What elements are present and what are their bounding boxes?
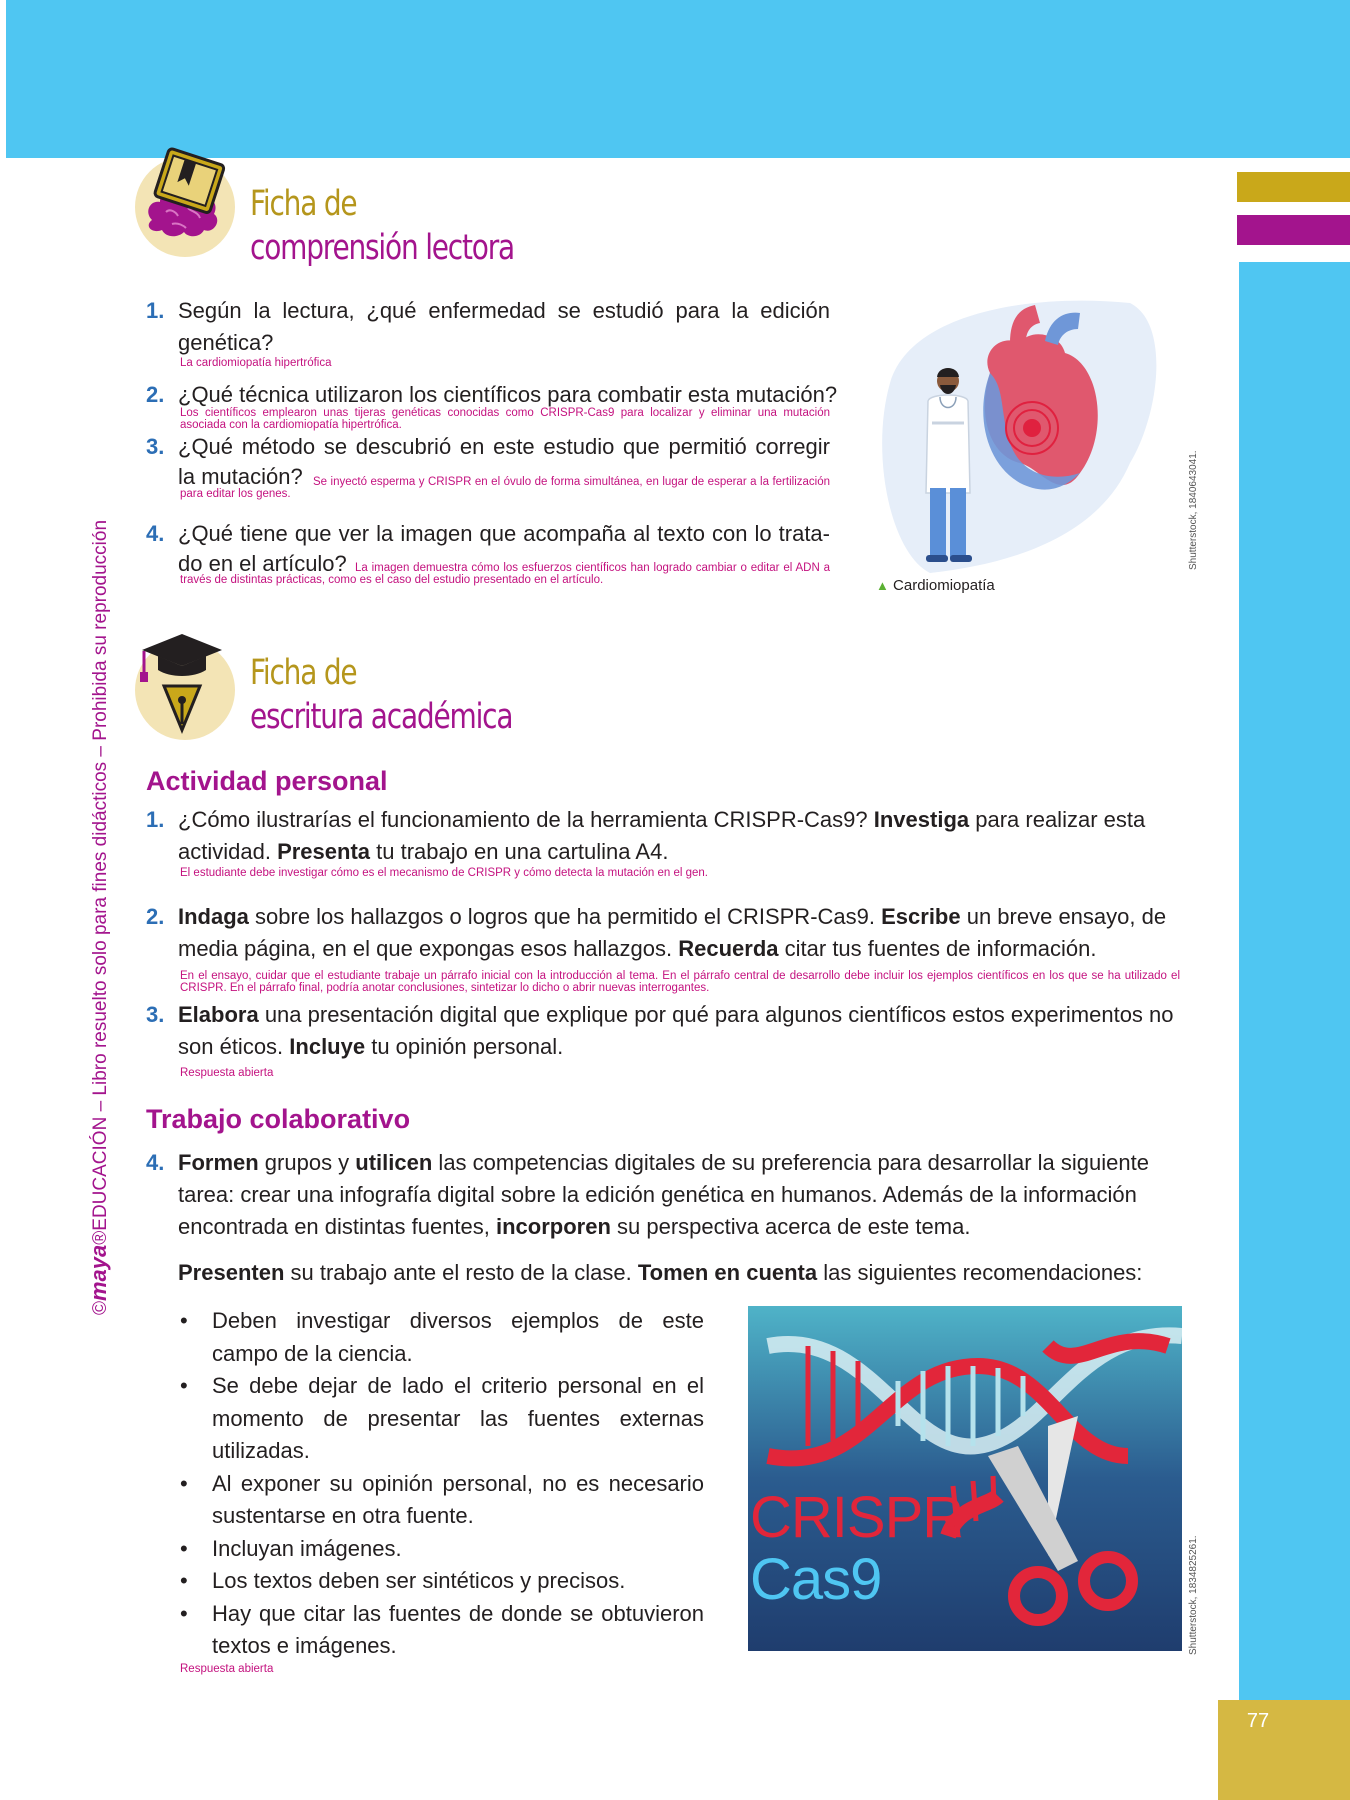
item-text: ¿Cómo ilustrarías el funcionamiento de la herramienta CRISPR-Cas9? Investiga para realizar esta actividad. Presenta tu trabajo en una cartulina A4. — [178, 807, 1146, 864]
section2-title — [250, 651, 512, 739]
item-text: Elabora una presentación digital que explique por qué para algunos científicos estos experimentos no son éticos. Incluye tu opinión personal. — [178, 1002, 1174, 1059]
photo-credit-2: Shutterstock, 1834825261. — [1188, 1535, 1199, 1655]
present-text: Presenten su trabajo ante el resto de la clase. Tomen en cuenta las siguientes recomendaciones: — [178, 1260, 1143, 1285]
question-text: ¿Qué técnica utilizaron los científicos para combatir esta mutación? — [178, 382, 838, 407]
section1-icon-circle — [135, 157, 235, 257]
question-text-line1: Según la lectura, ¿qué enfermedad se estudió para la edición — [178, 298, 830, 323]
side-color-band — [1239, 262, 1350, 1700]
answer-1: La cardiomiopatía hipertrófica — [180, 357, 332, 369]
item-number: 3. — [146, 1002, 165, 1027]
crispr-label: CRISPR — [750, 1485, 964, 1550]
question-number: 1. — [146, 298, 165, 323]
crispr-image — [748, 1306, 1182, 1651]
top-color-band — [0, 0, 1350, 158]
answer-4: La imagen demuestra cómo los esfuerzos científicos han logrado cambiar o editar el ADN a través de distintas prácticas, como es el caso del estudio presentado en el artículo. — [180, 562, 830, 586]
image-caption: ▲ Cardiomiopatía — [876, 577, 995, 594]
question-number: 3. — [146, 434, 165, 459]
activity-item-1 — [146, 804, 1178, 868]
triangle-caption-icon: ▲ — [876, 578, 889, 593]
question-text-line2: genética? — [178, 330, 274, 355]
list-item: • Incluyan imágenes. — [178, 1533, 704, 1566]
final-answer: Respuesta abierta — [180, 1663, 274, 1675]
book-brain-icon — [130, 142, 240, 252]
question-1 — [146, 295, 830, 359]
list-item: • Al exponer su opinión personal, no es necesario sustentarse en otra fuente. — [178, 1468, 704, 1533]
question-text-line2: do en el artículo? — [178, 551, 347, 576]
vertical-copyright: ©maya®EDUCACIÓN – Libro resuelto solo para fines didácticos – Prohibida su reproducción — [86, 519, 111, 1315]
list-item: • Deben investigar diversos ejemplos de este campo de la ciencia. — [178, 1305, 704, 1370]
activity-answer-1: El estudiante debe investigar cómo es el mecanismo de CRISPR y cómo detecta la mutación en el gen. — [180, 867, 709, 879]
list-item: • Hay que citar las fuentes de donde se obtuvieron textos e imágenes. — [178, 1598, 704, 1663]
activity-item-3 — [146, 999, 1178, 1063]
section1-title — [250, 182, 514, 270]
top-band-edge — [0, 0, 6, 158]
gold-tab — [1237, 172, 1350, 202]
present-paragraph — [178, 1257, 1178, 1289]
question-number: 4. — [146, 521, 165, 546]
item-text: Indaga sobre los hallazgos o logros que ha permitido el CRISPR-Cas9. Escribe un breve ensayo, de media página, en el que expongas esos hallazgos. Recuerda citar tus fuentes de información. — [178, 904, 1167, 961]
magenta-tab — [1237, 215, 1350, 245]
question-text-line1: ¿Qué método se descubrió en este estudio que permitió corregir — [178, 434, 830, 459]
page-number: 77 — [1246, 1710, 1270, 1732]
brand-logo-text: maya — [86, 1244, 111, 1301]
question-number: 2. — [146, 382, 165, 407]
item-number: 2. — [146, 904, 165, 929]
item-text: Formen grupos y utilicen las competencias digitales de su preferencia para desarrollar la siguiente tarea: crear una infografía digital sobre la edición genética en humanos. Además de la información encontrada en distintas fuentes, incorporen su perspectiva acerca de este tema. — [178, 1150, 1149, 1239]
graduation-pen-icon — [130, 626, 240, 736]
answer-3: Se inyectó esperma y CRISPR en el óvulo de forma simultánea, en lugar de esperar a la fertilización para editar los genes. — [180, 476, 830, 500]
cas9-label: Cas9 — [750, 1547, 882, 1612]
activity-item-2 — [146, 901, 1178, 965]
section2-title-line2: escritura académica — [250, 697, 513, 737]
question-4 — [146, 518, 830, 550]
section1-title-line1: Ficha de — [250, 184, 357, 224]
item-number: 1. — [146, 807, 165, 832]
section2-icon-circle — [135, 640, 235, 740]
answer-2: Los científicos emplearon unas tijeras genéticas conocidas como CRISPR-Cas9 para localizar y eliminar una mutación asociada con la cardiomiopatía hipertrófica. — [180, 407, 830, 431]
list-item: • Los textos deben ser sintéticos y precisos. — [178, 1565, 704, 1598]
question-text-line2: la mutación? — [178, 464, 303, 489]
section2-title-line1: Ficha de — [250, 653, 357, 693]
recommendations-list — [178, 1305, 704, 1663]
question-text-line1: ¿Qué tiene que ver la imagen que acompaña al texto con lo trata- — [178, 521, 830, 546]
section1-title-line2: comprensión lectora — [250, 228, 514, 268]
collab-item-4 — [146, 1147, 1178, 1243]
question-3 — [146, 431, 830, 463]
item-number: 4. — [146, 1150, 165, 1175]
list-item: • Se debe dejar de lado el criterio personal en el momento de presentar las fuentes externas utilizadas. — [178, 1370, 704, 1468]
activity-answer-3: Respuesta abierta — [180, 1067, 274, 1079]
cardiomyopathy-illustration — [870, 293, 1170, 583]
collab-heading: Trabajo colaborativo — [146, 1104, 411, 1134]
photo-credit-1: Shutterstock, 1840643041. — [1188, 450, 1199, 570]
activity-heading: Actividad personal — [146, 766, 388, 796]
activity-answer-2: En el ensayo, cuidar que el estudiante trabaje un párrafo inicial con la introducción al tema. En el párrafo central de desarrollo debe incluir los ejemplos científicos en los que se ha utilizado el CRISPR. En el párrafo final, podría anotar conclusiones, sintetizar lo dicho o abrir nuevas interrogantes. — [180, 970, 1180, 994]
